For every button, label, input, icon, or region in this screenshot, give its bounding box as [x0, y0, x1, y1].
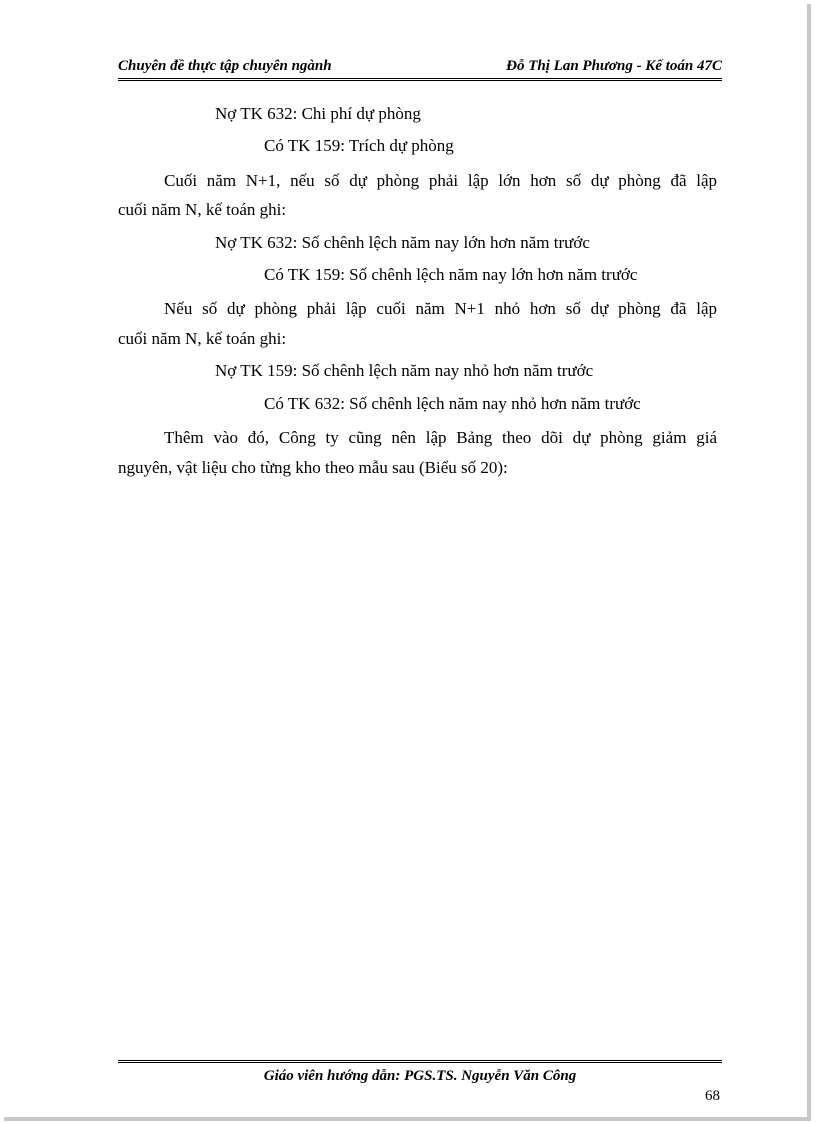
page-shadow-bottom: [4, 1117, 811, 1121]
header-author: Đỗ Thị Lan Phương - Kế toán 47C: [506, 58, 722, 74]
footer-rule: [118, 1060, 722, 1063]
paragraph-3-line-2: nguyên, vật liệu cho từng kho theo mẫu sau (Biểu số 20):: [118, 458, 508, 477]
entry-debit-632: Nợ TK 632: Chi phí dự phòng: [215, 104, 421, 123]
paragraph-3-line-1: Thêm vào đó, Công ty cũng nên lập Bảng theo dõi dự phòng giảm giá: [164, 428, 717, 447]
entry-debit-632-increase: Nợ TK 632: Số chênh lệch năm nay lớn hơn năm trước: [215, 233, 590, 252]
header-rule: [118, 78, 722, 81]
entry-credit-159-increase: Có TK 159: Số chênh lệch năm nay lớn hơn năm trước: [264, 265, 638, 284]
page-shadow-right: [807, 4, 811, 1121]
entry-debit-159-decrease: Nợ TK 159: Số chênh lệch năm nay nhỏ hơn năm trước: [215, 361, 594, 380]
page-number: 68: [705, 1088, 720, 1104]
paragraph-1-line-2: cuối năm N, kế toán ghi:: [118, 200, 287, 219]
entry-credit-159: Có TK 159: Trích dự phòng: [264, 136, 454, 155]
footer-advisor: Giáo viên hướng dẫn: PGS.TS. Nguyễn Văn Công: [263, 1068, 577, 1084]
page-header: [118, 58, 722, 80]
header-title: Chuyên đề thực tập chuyên ngành: [118, 58, 332, 74]
paragraph-1-line-1: Cuối năm N+1, nếu số dự phòng phải lập lớn hơn số dự phòng đã lập: [164, 171, 717, 190]
paragraph-2-line-2: cuối năm N, kế toán ghi:: [118, 329, 287, 348]
entry-credit-632-decrease: Có TK 632: Số chênh lệch năm nay nhỏ hơn năm trước: [264, 394, 641, 413]
paragraph-2-line-1: Nếu số dự phòng phải lập cuối năm N+1 nhỏ hơn số dự phòng đã lập: [164, 299, 717, 318]
